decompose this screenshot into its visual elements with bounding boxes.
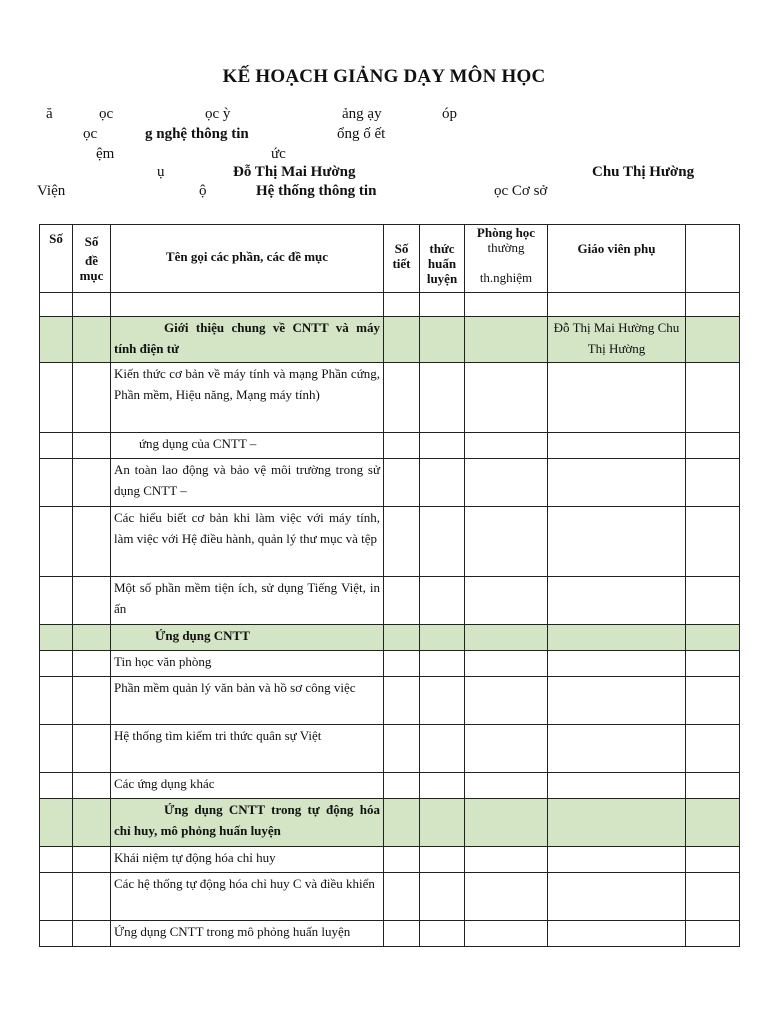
table-row	[40, 577, 740, 625]
item-title: ứng dụng của CNTT –	[111, 433, 384, 459]
col-header-so: Số	[40, 225, 73, 293]
item-title: Phần mềm quản lý văn bản và hồ sơ công việc	[111, 677, 384, 725]
table-row	[40, 921, 740, 947]
teaching-plan-table	[39, 224, 740, 947]
header-fragment: ọc ỳ	[205, 106, 231, 122]
item-title: An toàn lao động và bảo vệ môi trường trong sử dụng CNTT –	[111, 459, 384, 507]
item-title: Hệ thống tìm kiếm tri thức quân sự Việt	[111, 725, 384, 773]
item-title: Kiến thức cơ bản về máy tính và mạng Phần cứng, Phần mềm, Hiệu năng, Mạng máy tính)	[111, 363, 384, 433]
item-title: Các ứng dụng khác	[111, 773, 384, 799]
header-fragment: ức	[271, 146, 286, 162]
item-title: Khái niệm tự động hóa chỉ huy	[111, 847, 384, 873]
header-fragment: ảng ạy	[342, 106, 382, 122]
col-header-thuc-huan-luyen: thức huấn luyện	[420, 225, 465, 293]
table-row	[40, 651, 740, 677]
col-header-giao-vien-phu: Giáo viên phụ	[548, 225, 686, 293]
header-fragment: ệm	[96, 146, 115, 162]
header-fragment: ọc Cơ sở	[494, 183, 548, 199]
header-fragment: óp	[442, 106, 457, 122]
assistant-teacher-cell: Đỗ Thị Mai Hường Chu Thị Hường	[548, 317, 686, 363]
header-fragment: ổng ố ết	[337, 126, 386, 142]
col-header-so-de-muc: Số đề mục	[73, 225, 111, 293]
item-title: Các hiểu biết cơ bản khi làm việc với máy tính, làm việc với Hệ điều hành, quản lý thư mục và tệp	[111, 507, 384, 577]
header-fragment: ụ	[157, 164, 165, 180]
section-title: Giới thiệu chung về CNTT và máy tính điện tử	[111, 317, 384, 363]
table-row-section	[40, 799, 740, 847]
table-row-section	[40, 317, 740, 363]
table-row	[40, 677, 740, 725]
page-title: KẾ HOẠCH GIẢNG DẠY MÔN HỌC	[222, 66, 546, 87]
section-title: Ứng dụng CNTT trong tự động hóa chỉ huy, mô phỏng huấn luyện	[111, 799, 384, 847]
table-row	[40, 725, 740, 773]
col-header-extra	[686, 225, 740, 293]
item-title: Tin học văn phòng	[111, 651, 384, 677]
header-fragment: Viện	[37, 183, 66, 199]
table-row	[40, 507, 740, 577]
header-fragment: ọc	[99, 106, 114, 122]
header-fragment: ă	[46, 106, 53, 122]
col-header-ten-goi: Tên gọi các phần, các đề mục	[111, 225, 384, 293]
major-label: g nghệ thông tin	[145, 126, 249, 142]
item-title: Ứng dụng CNTT trong mô phỏng huấn luyện	[111, 921, 384, 947]
table-row	[40, 363, 740, 433]
section-title: Ứng dụng CNTT	[111, 625, 384, 651]
lecturer-name: Đỗ Thị Mai Hường	[233, 164, 356, 180]
table-row	[40, 459, 740, 507]
col-header-so-tiet: Số tiết	[384, 225, 420, 293]
header-fragment: ộ	[199, 183, 207, 199]
table-row	[40, 873, 740, 921]
header-fragment: ọc	[83, 126, 98, 142]
item-title: Các hệ thống tự động hóa chỉ huy C và điều khiển	[111, 873, 384, 921]
table-row	[40, 293, 740, 317]
col-header-phong-hoc: Phòng học thường th.nghiệm	[465, 225, 548, 293]
table-row-section	[40, 625, 740, 651]
item-title: Một số phần mềm tiện ích, sử dụng Tiếng Việt, in ấn	[111, 577, 384, 625]
table-header-row	[40, 225, 740, 293]
table-row	[40, 773, 740, 799]
table-row	[40, 847, 740, 873]
assistant-name: Chu Thị Hường	[592, 164, 695, 180]
table-row	[40, 433, 740, 459]
department-name: Hệ thống thông tin	[256, 183, 377, 199]
